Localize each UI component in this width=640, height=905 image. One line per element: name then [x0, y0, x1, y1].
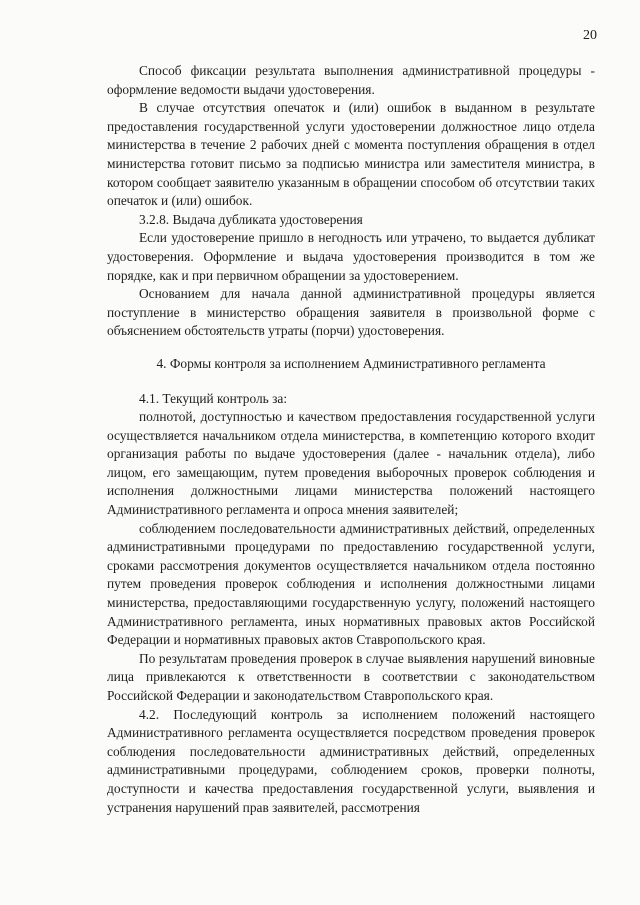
paragraph-violations: По результатам проведения проверок в случае выявления нарушений виновные лица привлекаются к ответственности в соответствии с законодательством Российской Федерации и законодательством Ставропольского края.	[107, 650, 595, 703]
paragraph-completeness: полнотой, доступностью и качеством предоставления государственной услуги осуществляется начальником отдела министерства, в компетенцию которого входит организация работы по выдаче удостоверения (далее - начальник отдела), либо лицом, его замещающим, путем проведения выборочных проверок соблюдения и исполнения должностными лицами министерства положений настоящего Административного регламента и опроса мнения заявителей;	[107, 409, 595, 518]
paragraph-basis: Основанием для начала данной административной процедуры является поступление в министерство обращения заявителя в произвольной форме с объяснением обстоятельств утраты (порчи) удостоверения.	[107, 286, 595, 339]
paragraph-fixation-method: Способ фиксации результата выполнения административной процедуры - оформление ведомости выдачи удостоверения.	[107, 63, 595, 97]
paragraph-4-1: 4.1. Текущий контроль за:	[139, 390, 288, 406]
section-heading-4: 4. Формы контроля за исполнением Административного регламента	[156, 355, 546, 371]
paragraph-no-errors: В случае отсутствия опечаток и (или) ошибок в выданном в результате предоставления государственной услуги удостоверении должностное лицо отдела министерства в течение 2 рабочих дней с момента поступления обращения в отдел министерства готовит письмо за подписью министра или заместителя министра, в котором сообщает заявителю указанным в обращении способом об отсутствии таких опечаток и (или) ошибок.	[107, 100, 595, 209]
document-body	[107, 62, 595, 817]
page-number: 20	[583, 28, 597, 43]
section-heading-3-2-8: 3.2.8. Выдача дубликата удостоверения	[139, 211, 363, 227]
paragraph-duplicate: Если удостоверение пришло в негодность или утрачено, то выдается дубликат удостоверения. Оформление и выдача удостоверения производится в том же порядке, как и при первичном обращении за удостоверением.	[107, 230, 595, 283]
paragraph-4-2: 4.2. Последующий контроль за исполнением положений настоящего Административного регламента осуществляется посредством проведения проверок соблюдения последовательности административных действий, определенных административными процедурами, соблюдением сроков, проверки полноты, доступности и качества предоставления государственной услуги, выявления и устранения нарушений прав заявителей, рассмотрения	[107, 706, 595, 815]
paragraph-sequence: соблюдением последовательности административных действий, определенных административными процедурами по предоставлению государственной услуги, сроками рассмотрения документов осуществляется начальником отдела постоянно путем проведения проверок соблюдения и исполнения должностными лицами министерства, предоставляющими государственную услугу, положений настоящего Административного регламента, иных нормативных правовых актов Российской Федерации и нормативных правовых актов Ставропольского края.	[107, 520, 595, 648]
